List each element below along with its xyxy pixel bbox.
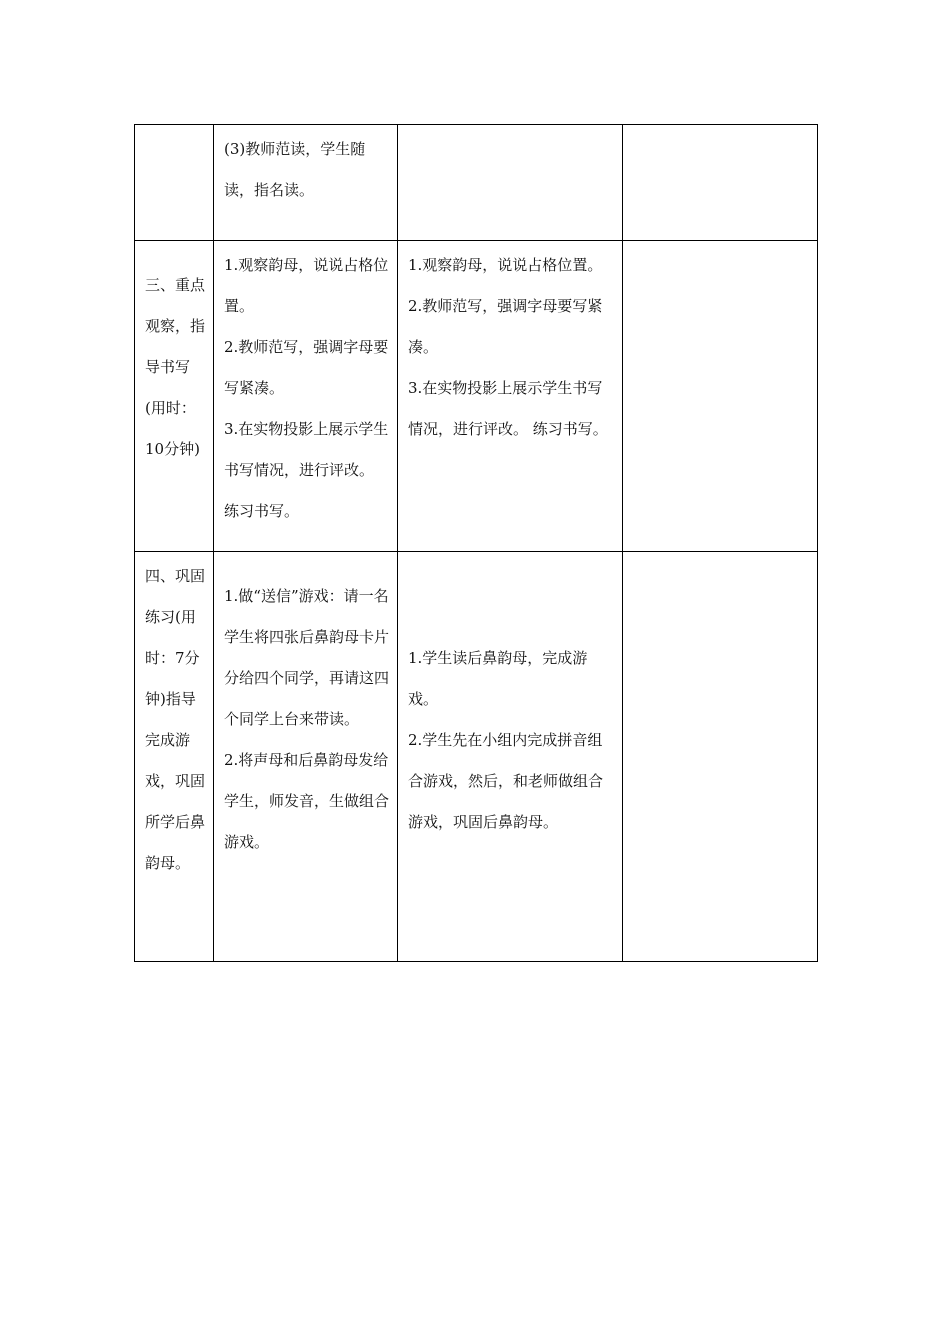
- notes-cell: [623, 241, 818, 552]
- teacher-activity-text: 1.观察韵母，说说占格位置。: [224, 256, 389, 315]
- student-activity-cell: [398, 125, 623, 241]
- phase-cell: [135, 552, 214, 962]
- phase-label: 四、巩固练习(用时：7分钟)指导完成游戏，巩固所学后鼻韵母。: [145, 567, 206, 872]
- student-activity-cell: [398, 552, 623, 962]
- table-row: [135, 241, 818, 552]
- student-activity-text: 1.观察韵母，说说占格位置。: [408, 256, 603, 274]
- table-row: [135, 552, 818, 962]
- teacher-activity-text: 2.将声母和后鼻韵母发给学生，师发音，生做组合游戏。: [224, 751, 390, 851]
- teacher-activity-cell: [214, 125, 398, 241]
- student-activity-text: 2.学生先在小组内完成拼音组合游戏，然后，和老师做组合游戏，巩固后鼻韵母。: [408, 731, 604, 831]
- teacher-activity-text: 2.教师范写，强调字母要写紧凑。: [224, 338, 389, 397]
- phase-cell: [135, 125, 214, 241]
- lesson-plan-table: [134, 124, 818, 962]
- teacher-activity-text: (3)教师范读，学生随读，指名读。: [224, 140, 366, 199]
- teacher-activity-cell: [214, 552, 398, 962]
- teacher-activity-cell: [214, 241, 398, 552]
- student-activity-text: 1.学生读后鼻韵母，完成游戏。: [408, 649, 588, 708]
- teacher-activity-text: 1.做“送信”游戏：请一名学生将四张后鼻韵母卡片分给四个同学，再请这四个同学上台来带读。: [224, 587, 390, 728]
- teacher-activity-text: 3.在实物投影上展示学生书写情况，进行评改。 练习书写。: [224, 420, 389, 520]
- notes-cell: [623, 552, 818, 962]
- table-row: [135, 125, 818, 241]
- student-activity-text: 2.教师范写，强调字母要写紧凑。: [408, 297, 603, 356]
- student-activity-text: 3.在实物投影上展示学生书写情况，进行评改。 练习书写。: [408, 379, 608, 438]
- phase-label: 三、重点观察，指导书写(用时：10分钟): [145, 276, 206, 458]
- student-activity-cell: [398, 241, 623, 552]
- phase-cell: [135, 241, 214, 552]
- notes-cell: [623, 125, 818, 241]
